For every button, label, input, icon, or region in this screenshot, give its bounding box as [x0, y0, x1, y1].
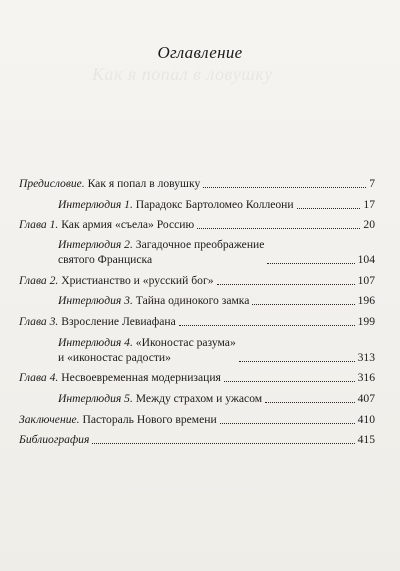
- toc-entry-conclusion[interactable]: [19, 412, 375, 427]
- toc-entry-text: Парадокс Бартоломео Коллеони: [132, 198, 294, 211]
- toc-page-number: 104: [357, 253, 375, 266]
- toc-entry-title: [19, 217, 194, 232]
- dot-leader: [197, 227, 360, 229]
- toc-page-number: 17: [363, 198, 375, 211]
- toc-entry-chapter-1[interactable]: [19, 217, 375, 232]
- toc-page-number: 410: [357, 413, 375, 426]
- toc-entry-text: Взросление Левиафана: [58, 315, 176, 328]
- toc-entry-bibliography[interactable]: [19, 432, 375, 447]
- toc-entry-title: [58, 293, 249, 308]
- toc-entry-interlude-3[interactable]: [19, 293, 375, 308]
- toc-page-number: 313: [357, 351, 375, 364]
- toc-entry-prefix: Глава 3.: [19, 315, 59, 328]
- toc-entry-interlude-1[interactable]: [19, 197, 375, 212]
- toc-entry-prefix: Заключение.: [19, 413, 80, 426]
- toc-entry-title: [58, 391, 262, 406]
- toc-page-number: 107: [357, 274, 375, 287]
- toc-entry-text: Тайна одинокого замка: [132, 294, 250, 307]
- dot-leader: [220, 422, 355, 424]
- toc-entry-prefix: Глава 4.: [19, 371, 59, 384]
- dot-leader: [239, 360, 355, 362]
- toc-entry-text-line-2: святого Франциска: [58, 253, 153, 266]
- toc-entry-chapter-2[interactable]: [19, 273, 375, 288]
- toc-entry-text: Как армия «съела» Россию: [58, 218, 195, 231]
- toc-entry-text-line-2: и «иконостас радости»: [58, 351, 171, 364]
- toc-page-number: 316: [357, 371, 375, 384]
- toc-page-number: 196: [357, 294, 375, 307]
- toc-entry-title: [19, 176, 200, 191]
- toc-entry-prefix: Библиография: [19, 433, 90, 446]
- page-title: Оглавление: [157, 43, 243, 62]
- dot-leader: [217, 283, 355, 285]
- toc-entry-prefix: Интерлюдия 3.: [58, 294, 133, 307]
- toc-entry-interlude-4[interactable]: [19, 335, 375, 365]
- toc-entry-prefix: Интерлюдия 5.: [58, 392, 133, 405]
- toc-entry-preface[interactable]: [19, 176, 375, 191]
- toc-page-number: 415: [357, 433, 375, 446]
- dot-leader: [267, 262, 354, 264]
- toc-entry-title: [19, 314, 176, 329]
- toc-entry-title: [58, 335, 236, 365]
- toc-entry-title: [19, 432, 89, 447]
- toc-page-number: 20: [363, 218, 375, 231]
- toc-entry-interlude-5[interactable]: [19, 391, 375, 406]
- toc-entry-text: Пастораль Нового времени: [79, 413, 217, 426]
- toc-entry-chapter-3[interactable]: [19, 314, 375, 329]
- toc-page-number: 407: [357, 392, 375, 405]
- dot-leader: [92, 442, 354, 444]
- toc-entry-prefix: Глава 1.: [19, 218, 59, 231]
- toc-entry-text: Несвоевременная модернизация: [58, 371, 221, 384]
- toc-entry-title: [19, 412, 217, 427]
- dot-leader: [265, 401, 355, 403]
- toc-entry-text: «Иконостас разума»: [132, 336, 236, 349]
- dot-leader: [224, 380, 355, 382]
- toc-entry-text: Как я попал в ловушку: [84, 177, 201, 190]
- toc-entry-text: Загадочное преображение: [132, 238, 265, 251]
- toc-entry-chapter-4[interactable]: [19, 370, 375, 385]
- dot-leader: [179, 324, 355, 326]
- toc-entry-prefix: Интерлюдия 1.: [58, 198, 133, 211]
- dot-leader: [252, 303, 354, 305]
- toc-entry-prefix: Предисловие.: [19, 177, 85, 190]
- dot-leader: [297, 207, 361, 209]
- toc-entry-interlude-2[interactable]: [19, 237, 375, 267]
- table-of-contents: [19, 176, 375, 447]
- dot-leader: [203, 186, 366, 188]
- toc-entry-title: [58, 197, 294, 212]
- toc-page-number: 7: [369, 177, 375, 190]
- toc-entry-prefix: Глава 2.: [19, 274, 59, 287]
- toc-page-number: 199: [357, 315, 375, 328]
- toc-entry-title: [19, 370, 221, 385]
- toc-entry-prefix: Интерлюдия 2.: [58, 238, 133, 251]
- toc-entry-title: [58, 237, 264, 267]
- toc-entry-text: Между страхом и ужасом: [132, 392, 263, 405]
- toc-entry-text: Христианство и «русский бог»: [58, 274, 214, 287]
- toc-entry-prefix: Интерлюдия 4.: [58, 336, 133, 349]
- toc-entry-title: [19, 273, 214, 288]
- show-through-text: Как я попал в ловушку: [92, 64, 273, 84]
